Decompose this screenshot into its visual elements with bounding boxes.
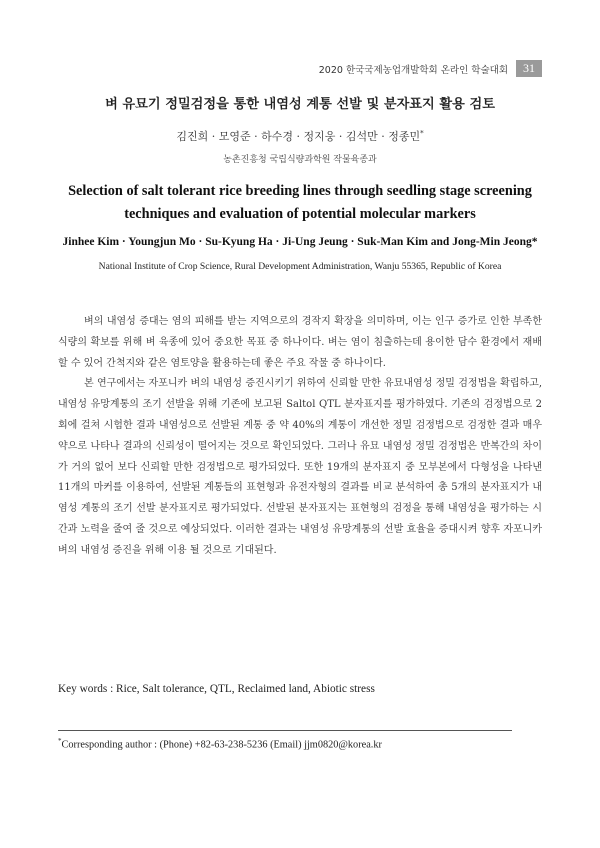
footnote-text: Corresponding author : (Phone) +82-63-238-5236 (Email) jjm0820@korea.kr [61,739,382,751]
page-number-badge: 31 [516,60,542,77]
authors-korean [0,128,600,144]
corresponding-author-footnote [58,737,382,750]
footnote-divider [58,730,512,731]
footnote-mark: * [58,737,62,745]
abstract-paragraph-1: 벼의 내염성 증대는 염의 피해를 받는 지역으로의 경작지 확장을 의미하며, 이는 인구 증가로 인한 부족한 식량의 확보를 위해 벼 육종에 있어 중요한 목표 중 하나이다. 벼는 염이 침출하는데 용이한 담수 환경에서 재배할 수 있어 간척지와 같은 염토양을 활용하는데 좋은 주요 작물 중 하나이다. [58,316,542,369]
title-korean: 벼 유묘기 정밀검정을 통한 내염성 계통 선발 및 분자표지 활용 검토 [105,97,495,112]
authors-english: Jinhee Kim · Youngjun Mo · Su-Kyung Ha · Ji-Ung Jeung · Suk-Man Kim and Jong-Min Jeong* [62,236,538,248]
authors-korean-names: 김진희 · 모영준 · 하수경 · 정지웅 · 김석만 · 정종민 [176,130,421,143]
abstract-body [58,312,542,562]
title-english: Selection of salt tolerant rice breeding lines through seedling stage screening techniques and evaluation of potential molecular markers [68,183,532,222]
conference-name: 2020 한국국제농업개발학회 온라인 학술대회 [318,64,508,76]
abstract-paragraph-2: 본 연구에서는 자포니카 벼의 내염성 증진시키기 위하여 신뢰할 만한 유묘내염성 정밀 검정법을 확립하고, 내염성 유망계통의 조기 선발을 위해 기존에 보고된 Saltol QTL 분자표지를 평가하였다. 기존의 검정법으로 2회에 걸쳐 시험한 결과 내염성으로 선발된 계통 중 약 40%의 계통이 개선한 정밀 검정법으로 검정한 결과 매우 약으로 나타나 결과의 신뢰성이 떨어지는 것으로 확인되었다. 그러나 유묘 내염성 정밀 검정법은 반복간의 차이가 거의 없어 보다 신뢰할 만한 검정법으로 평가되었다. 또한 19개의 분자표지 중 모부본에서 다형성을 나타낸 11개의 마커를 이용하여, 선발된 계통들의 표현형과 유전자형의 결과를 비교 분석하여 총 5개의 분자표지가 내염성 계통의 조기 선발 분자표지로 평가되었다. 선발된 분자표지는 표현형의 검정을 통해 내염성을 평가하는 시간과 노력을 줄여 줄 것으로 예상되었다. 이러한 결과는 내염성 유망계통의 선발 효율을 증대시켜 향후 자포니카 벼의 내염성 증진을 위해 이용 될 것으로 기대된다. [58,378,542,556]
corresponding-mark: * [420,129,424,138]
running-header [319,60,542,77]
affiliation-english: National Institute of Crop Science, Rural Development Administration, Wanju 55365, Republic of Korea [98,261,502,272]
affiliation-korean: 농촌진흥청 국립식량과학원 작물육종과 [223,155,377,165]
keywords-line: Key words : Rice, Salt tolerance, QTL, Reclaimed land, Abiotic stress [58,683,375,695]
